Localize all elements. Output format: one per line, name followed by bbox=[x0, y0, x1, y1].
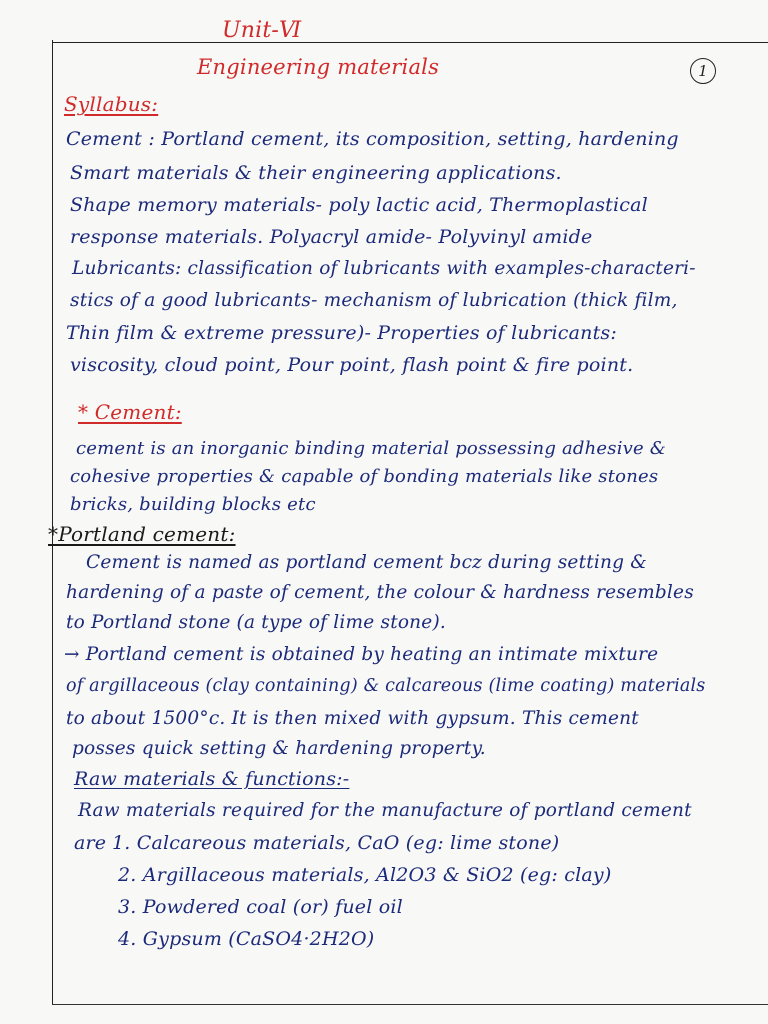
header-rule bbox=[52, 42, 768, 43]
syllabus-line: Smart materials & their engineering applications. bbox=[70, 162, 562, 184]
portland-heading: *Portland cement: bbox=[48, 522, 236, 546]
raw-material-item: 3. Powdered coal (or) fuel oil bbox=[118, 896, 403, 918]
raw-materials-intro: are bbox=[74, 832, 107, 854]
syllabus-line: Shape memory materials- poly lactic acid, Thermoplastical bbox=[70, 194, 648, 216]
page-number: 1 bbox=[690, 58, 716, 84]
raw-material-item: 2. Argillaceous materials, Al2O3 & SiO2 (eg: clay) bbox=[118, 864, 612, 886]
syllabus-line: response materials. Polyacryl amide- Polyvinyl amide bbox=[70, 226, 593, 248]
cement-heading: * Cement: bbox=[78, 400, 182, 424]
subject-title: Engineering materials bbox=[197, 55, 440, 79]
raw-materials-intro: Raw materials required for the manufacture of portland cement bbox=[78, 800, 692, 821]
syllabus-line: Lubricants: classification of lubricants with examples-characteri- bbox=[72, 258, 696, 279]
portland-line: to about 1500°c. It is then mixed with gypsum. This cement bbox=[66, 708, 639, 729]
raw-materials-heading: Raw materials & functions:- bbox=[74, 768, 350, 790]
portland-line: hardening of a paste of cement, the colour & hardness resembles bbox=[66, 582, 694, 603]
syllabus-heading: Syllabus: bbox=[64, 92, 159, 116]
portland-line: to Portland stone (a type of lime stone). bbox=[66, 612, 446, 633]
syllabus-line: Cement : Portland cement, its composition, setting, hardening bbox=[66, 128, 679, 150]
portland-line: → Portland cement is obtained by heating an intimate mixture bbox=[64, 644, 659, 665]
footer-rule bbox=[52, 1004, 768, 1005]
syllabus-line: viscosity, cloud point, Pour point, flash point & fire point. bbox=[70, 354, 634, 376]
unit-title: Unit-Ⅵ bbox=[222, 18, 302, 43]
cement-line: bricks, building blocks etc bbox=[70, 494, 316, 515]
raw-material-item: 1. Calcareous materials, CaO (eg: lime stone) bbox=[112, 832, 560, 854]
portland-line: of argillaceous (clay containing) & calcareous (lime coating) materials bbox=[66, 676, 706, 696]
syllabus-line: Thin film & extreme pressure)- Properties of lubricants: bbox=[66, 322, 617, 344]
cement-line: cement is an inorganic binding material possessing adhesive & bbox=[76, 438, 667, 459]
portland-line: posses quick setting & hardening property. bbox=[72, 738, 486, 759]
portland-line: Cement is named as portland cement bcz during setting & bbox=[86, 552, 647, 573]
syllabus-line: stics of a good lubricants- mechanism of lubrication (thick film, bbox=[70, 290, 678, 311]
cement-line: cohesive properties & capable of bonding materials like stones bbox=[70, 466, 659, 487]
raw-material-item: 4. Gypsum (CaSO4·2H2O) bbox=[118, 928, 375, 950]
